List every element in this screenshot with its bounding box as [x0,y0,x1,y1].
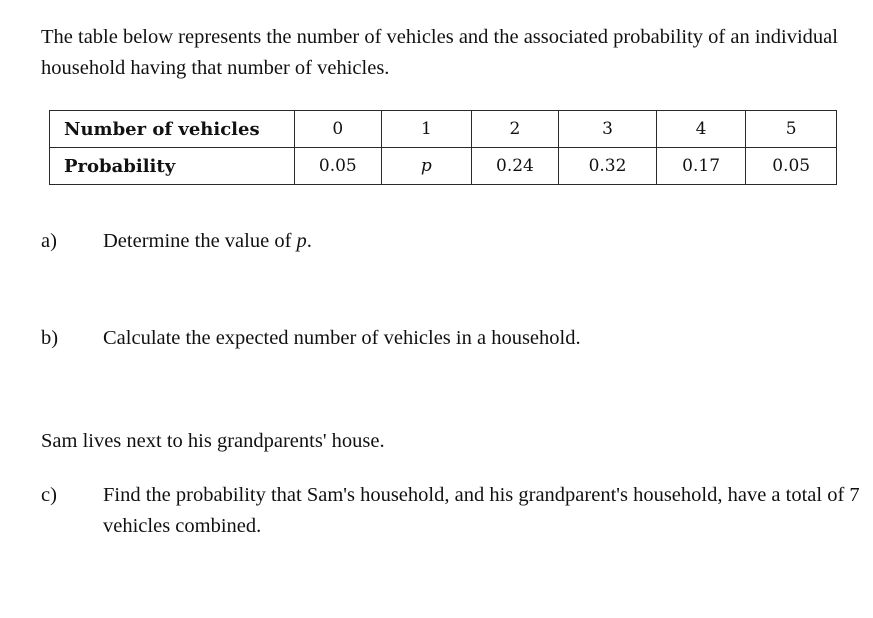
probability-cell: 0.24 [471,148,559,185]
question-text-end: . [306,230,312,252]
vehicles-cell: 1 [382,111,472,148]
intro-paragraph: The table below represents the number of vehicles and the associated probability of an individual household having that number of vehicles. [41,26,838,79]
vehicles-row [50,111,837,148]
vehicles-cell: 5 [746,111,837,148]
probability-cell: 0.05 [294,148,382,185]
row-header-probability: Probability [50,148,295,185]
probability-cell: 0.32 [559,148,657,185]
vehicles-cell: 4 [656,111,746,148]
row-header-vehicles: Number of vehicles [50,111,295,148]
vehicles-cell: 2 [471,111,559,148]
question-label: b) [41,327,59,349]
probability-cell: 0.17 [656,148,746,185]
vehicles-cell: 0 [294,111,382,148]
question-text: Find the probability that Sam's household, and his grandparent's household, have a total of 7 vehicles combined. [103,484,860,537]
question-text: Calculate the expected number of vehicles in a household. [103,327,581,349]
context-statement: Sam lives next to his grandparents' house. [41,430,385,452]
variable-p: p [296,230,307,252]
vehicles-cell: 3 [559,111,657,148]
question-label: c) [41,484,57,506]
probability-cell: 0.05 [746,148,837,185]
probability-row [50,148,837,185]
probability-table [49,110,837,185]
question-text [103,226,863,257]
question-label: a) [41,230,57,252]
probability-cell: p [382,148,472,185]
question-text-start: Determine the value of [103,230,297,252]
